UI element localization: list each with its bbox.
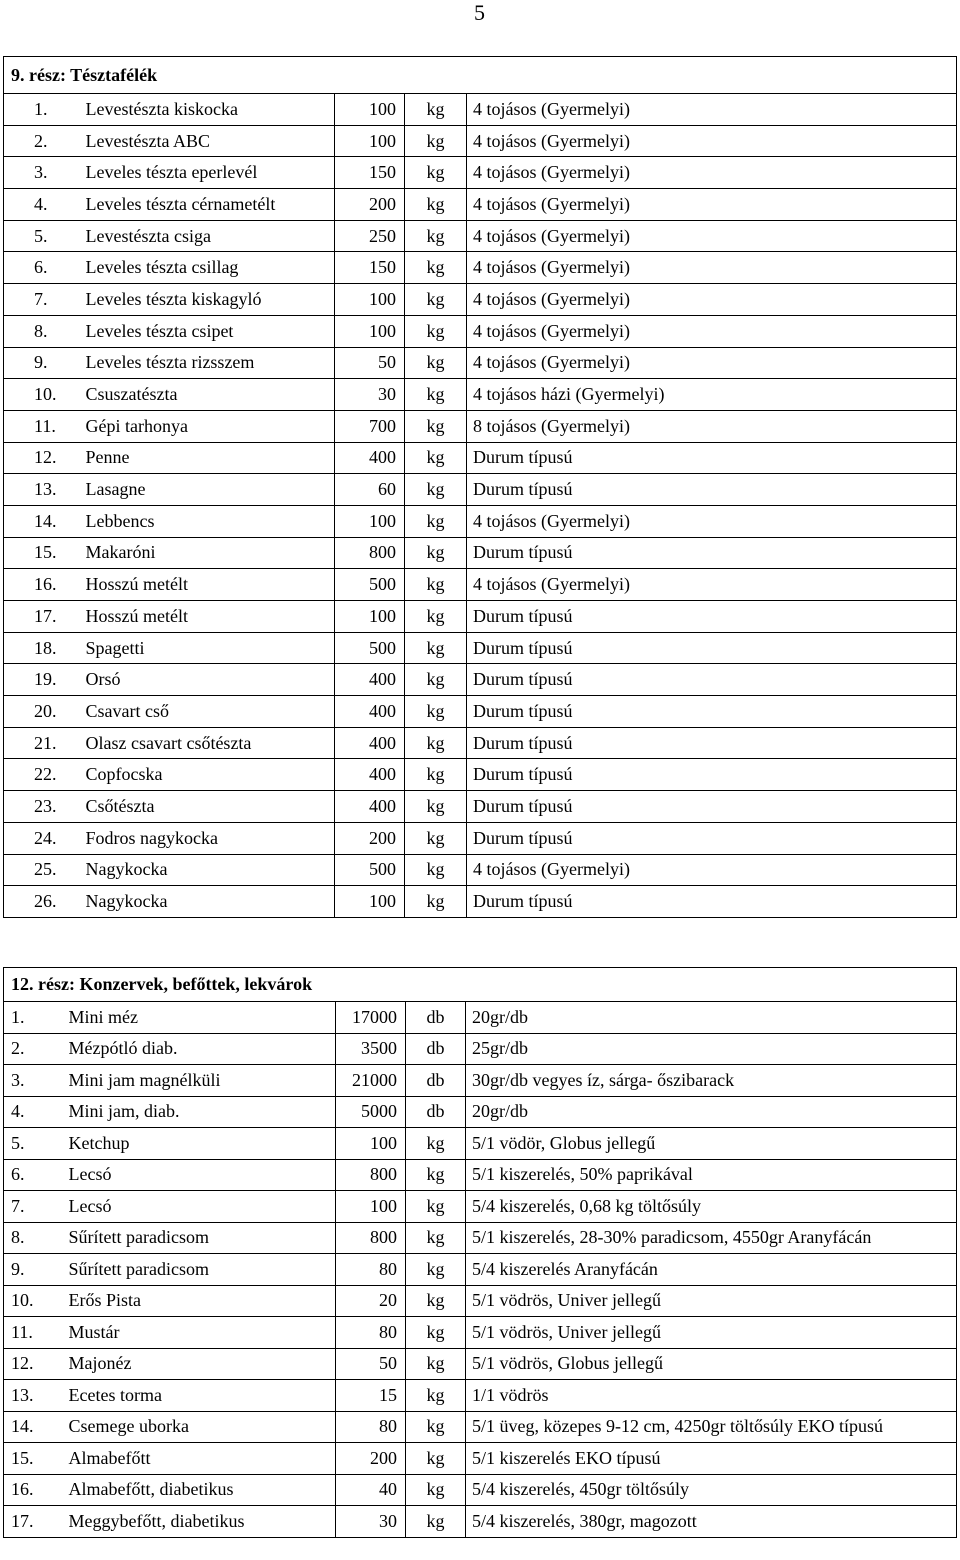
quantity: 100	[335, 284, 405, 316]
unit: kg	[406, 1128, 466, 1160]
unit: kg	[405, 220, 467, 252]
row-number: 3.	[4, 157, 82, 189]
item-name: Olasz csavart csőtészta	[82, 727, 335, 759]
unit: kg	[405, 696, 467, 728]
table-row	[4, 1222, 957, 1254]
item-name: Hosszú metélt	[82, 569, 335, 601]
quantity: 800	[336, 1159, 406, 1191]
table-row	[4, 664, 957, 696]
table-row	[4, 284, 957, 316]
item-note: 4 tojásos (Gyermelyi)	[467, 125, 957, 157]
item-note: 4 tojásos házi (Gyermelyi)	[467, 379, 957, 411]
row-number: 20.	[4, 696, 82, 728]
row-number: 23.	[4, 791, 82, 823]
unit: kg	[406, 1411, 466, 1443]
row-number: 9.	[4, 347, 82, 379]
item-note: 4 tojásos (Gyermelyi)	[467, 252, 957, 284]
item-name: Nagykocka	[82, 886, 335, 918]
row-number: 15.	[4, 537, 82, 569]
unit: kg	[405, 886, 467, 918]
table-row	[4, 189, 957, 221]
item-note: 5/1 vödrös, Univer jellegű	[466, 1285, 957, 1317]
unit: kg	[405, 569, 467, 601]
row-number: 26.	[4, 886, 82, 918]
quantity: 30	[336, 1506, 406, 1538]
row-number: 21.	[4, 727, 82, 759]
item-note: 5/4 kiszerelés, 0,68 kg töltősúly	[466, 1191, 957, 1223]
unit: kg	[406, 1191, 466, 1223]
unit: kg	[405, 664, 467, 696]
table-row	[4, 1033, 957, 1065]
row-number: 11.	[4, 1317, 65, 1349]
row-number: 7.	[4, 1191, 65, 1223]
unit: kg	[405, 791, 467, 823]
quantity: 80	[336, 1411, 406, 1443]
row-number: 6.	[4, 252, 82, 284]
item-name: Nagykocka	[82, 854, 335, 886]
item-note: Durum típusú	[467, 696, 957, 728]
row-number: 25.	[4, 854, 82, 886]
item-name: Majonéz	[65, 1348, 336, 1380]
item-name: Leveles tészta kiskagyló	[82, 284, 335, 316]
unit: kg	[406, 1506, 466, 1538]
unit: kg	[405, 822, 467, 854]
row-number: 14.	[4, 1411, 65, 1443]
quantity: 60	[335, 474, 405, 506]
table-row	[4, 1128, 957, 1160]
quantity: 400	[335, 696, 405, 728]
table-row	[4, 569, 957, 601]
table-row	[4, 505, 957, 537]
item-name: Levestészta csiga	[82, 220, 335, 252]
item-note: 8 tojásos (Gyermelyi)	[467, 410, 957, 442]
row-number: 11.	[4, 410, 82, 442]
item-name: Mini jam magnélküli	[65, 1065, 336, 1097]
item-note: 4 tojásos (Gyermelyi)	[467, 94, 957, 126]
item-name: Lecsó	[65, 1191, 336, 1223]
table-row	[4, 727, 957, 759]
quantity: 100	[335, 886, 405, 918]
item-note: 5/1 üveg, közepes 9-12 cm, 4250gr töltősúly EKO típusú	[466, 1411, 957, 1443]
unit: kg	[405, 189, 467, 221]
item-name: Leveles tészta cérnametélt	[82, 189, 335, 221]
item-name: Hosszú metélt	[82, 601, 335, 633]
item-name: Lasagne	[82, 474, 335, 506]
quantity: 800	[336, 1222, 406, 1254]
unit: kg	[405, 727, 467, 759]
row-number: 17.	[4, 1506, 65, 1538]
unit: kg	[405, 347, 467, 379]
section-title: 12. rész: Konzervek, befőttek, lekvárok	[4, 968, 957, 1002]
unit: kg	[405, 632, 467, 664]
row-number: 8.	[4, 315, 82, 347]
item-note: 4 tojásos (Gyermelyi)	[467, 347, 957, 379]
table-row	[4, 1348, 957, 1380]
item-name: Copfocska	[82, 759, 335, 791]
item-note: 4 tojásos (Gyermelyi)	[467, 284, 957, 316]
row-number: 15.	[4, 1443, 65, 1475]
row-number: 14.	[4, 505, 82, 537]
item-name: Meggybefőtt, diabetikus	[65, 1506, 336, 1538]
unit: kg	[406, 1285, 466, 1317]
row-number: 2.	[4, 125, 82, 157]
item-name: Leveles tészta eperlevél	[82, 157, 335, 189]
table-row	[4, 1254, 957, 1286]
item-name: Makaróni	[82, 537, 335, 569]
item-note: 5/1 kiszerelés, 28-30% paradicsom, 4550gr Aranyfácán	[466, 1222, 957, 1254]
table-row	[4, 537, 957, 569]
unit: db	[406, 1002, 466, 1034]
item-name: Sűrített paradicsom	[65, 1222, 336, 1254]
row-number: 5.	[4, 1128, 65, 1160]
unit: db	[406, 1065, 466, 1097]
unit: kg	[406, 1317, 466, 1349]
item-name: Spagetti	[82, 632, 335, 664]
unit: kg	[405, 252, 467, 284]
row-number: 8.	[4, 1222, 65, 1254]
table-row	[4, 410, 957, 442]
item-note: 20gr/db	[466, 1002, 957, 1034]
item-note: Durum típusú	[467, 759, 957, 791]
quantity: 100	[335, 125, 405, 157]
table-row	[4, 1411, 957, 1443]
unit: kg	[406, 1348, 466, 1380]
quantity: 400	[335, 442, 405, 474]
item-name: Lebbencs	[82, 505, 335, 537]
item-note: 4 tojásos (Gyermelyi)	[467, 854, 957, 886]
section-9-table	[3, 56, 957, 918]
table-row	[4, 696, 957, 728]
item-name: Penne	[82, 442, 335, 474]
row-number: 9.	[4, 1254, 65, 1286]
quantity: 100	[336, 1128, 406, 1160]
quantity: 100	[336, 1191, 406, 1223]
unit: kg	[405, 474, 467, 506]
item-note: 4 tojásos (Gyermelyi)	[467, 157, 957, 189]
unit: kg	[406, 1380, 466, 1412]
unit: kg	[405, 94, 467, 126]
row-number: 5.	[4, 220, 82, 252]
table-row	[4, 442, 957, 474]
table-row	[4, 379, 957, 411]
item-name: Lecsó	[65, 1159, 336, 1191]
row-number: 24.	[4, 822, 82, 854]
item-name: Ketchup	[65, 1128, 336, 1160]
quantity: 100	[335, 94, 405, 126]
table-row	[4, 791, 957, 823]
quantity: 21000	[336, 1065, 406, 1097]
item-name: Leveles tészta csillag	[82, 252, 335, 284]
row-number: 3.	[4, 1065, 65, 1097]
quantity: 400	[335, 664, 405, 696]
row-number: 13.	[4, 1380, 65, 1412]
quantity: 5000	[336, 1096, 406, 1128]
quantity: 150	[335, 157, 405, 189]
table-row	[4, 1065, 957, 1097]
item-name: Csőtészta	[82, 791, 335, 823]
table-row	[4, 1317, 957, 1349]
item-name: Mini jam, diab.	[65, 1096, 336, 1128]
item-name: Gépi tarhonya	[82, 410, 335, 442]
row-number: 6.	[4, 1159, 65, 1191]
unit: kg	[406, 1254, 466, 1286]
table-row	[4, 157, 957, 189]
item-note: 1/1 vödrös	[466, 1380, 957, 1412]
item-note: Durum típusú	[467, 474, 957, 506]
quantity: 400	[335, 727, 405, 759]
table-row	[4, 94, 957, 126]
quantity: 500	[335, 632, 405, 664]
table-row	[4, 1002, 957, 1034]
item-name: Almabefőtt	[65, 1443, 336, 1475]
table-row	[4, 886, 957, 918]
quantity: 700	[335, 410, 405, 442]
table-row	[4, 759, 957, 791]
item-name: Orsó	[82, 664, 335, 696]
item-name: Levestészta kiskocka	[82, 94, 335, 126]
quantity: 15	[336, 1380, 406, 1412]
unit: kg	[405, 284, 467, 316]
row-number: 1.	[4, 1002, 65, 1034]
item-note: 5/4 kiszerelés Aranyfácán	[466, 1254, 957, 1286]
item-note: Durum típusú	[467, 601, 957, 633]
table-row	[4, 1191, 957, 1223]
unit: kg	[405, 759, 467, 791]
unit: kg	[406, 1443, 466, 1475]
table-row	[4, 1096, 957, 1128]
unit: kg	[405, 601, 467, 633]
unit: db	[406, 1096, 466, 1128]
quantity: 80	[336, 1317, 406, 1349]
table-row	[4, 1474, 957, 1506]
item-name: Csemege uborka	[65, 1411, 336, 1443]
item-name: Levestészta ABC	[82, 125, 335, 157]
item-note: 30gr/db vegyes íz, sárga- őszibarack	[466, 1065, 957, 1097]
item-name: Leveles tészta rizsszem	[82, 347, 335, 379]
item-note: 5/1 kiszerelés, 50% paprikával	[466, 1159, 957, 1191]
row-number: 4.	[4, 1096, 65, 1128]
quantity: 50	[336, 1348, 406, 1380]
quantity: 100	[335, 315, 405, 347]
item-name: Mustár	[65, 1317, 336, 1349]
item-note: Durum típusú	[467, 664, 957, 696]
table-row	[4, 822, 957, 854]
quantity: 17000	[336, 1002, 406, 1034]
item-note: 4 tojásos (Gyermelyi)	[467, 569, 957, 601]
item-name: Sűrített paradicsom	[65, 1254, 336, 1286]
item-name: Mini méz	[65, 1002, 336, 1034]
unit: kg	[406, 1222, 466, 1254]
row-number: 2.	[4, 1033, 65, 1065]
row-number: 13.	[4, 474, 82, 506]
row-number: 1.	[4, 94, 82, 126]
quantity: 500	[335, 569, 405, 601]
item-note: 5/1 vödrös, Globus jellegű	[466, 1348, 957, 1380]
item-note: 4 tojásos (Gyermelyi)	[467, 505, 957, 537]
quantity: 800	[335, 537, 405, 569]
quantity: 100	[335, 601, 405, 633]
item-note: Durum típusú	[467, 442, 957, 474]
unit: kg	[405, 157, 467, 189]
unit: kg	[405, 379, 467, 411]
table-row	[4, 601, 957, 633]
item-name: Mézpótló diab.	[65, 1033, 336, 1065]
page-number: 5	[474, 0, 485, 25]
item-note: Durum típusú	[467, 886, 957, 918]
quantity: 80	[336, 1254, 406, 1286]
item-note: Durum típusú	[467, 822, 957, 854]
table-row	[4, 315, 957, 347]
row-number: 12.	[4, 442, 82, 474]
table-row	[4, 252, 957, 284]
row-number: 22.	[4, 759, 82, 791]
item-note: 4 tojásos (Gyermelyi)	[467, 315, 957, 347]
quantity: 150	[335, 252, 405, 284]
row-number: 16.	[4, 1474, 65, 1506]
table-row	[4, 1285, 957, 1317]
quantity: 400	[335, 759, 405, 791]
item-note: 5/4 kiszerelés, 450gr töltősúly	[466, 1474, 957, 1506]
unit: kg	[405, 315, 467, 347]
unit: kg	[406, 1159, 466, 1191]
unit: db	[406, 1033, 466, 1065]
item-note: 25gr/db	[466, 1033, 957, 1065]
quantity: 40	[336, 1474, 406, 1506]
table-row	[4, 347, 957, 379]
table-row	[4, 1380, 957, 1412]
quantity: 200	[336, 1443, 406, 1475]
unit: kg	[405, 537, 467, 569]
quantity: 30	[335, 379, 405, 411]
item-name: Csuszatészta	[82, 379, 335, 411]
table-row	[4, 125, 957, 157]
item-note: 4 tojásos (Gyermelyi)	[467, 220, 957, 252]
table-row	[4, 854, 957, 886]
item-note: 5/1 vödör, Globus jellegű	[466, 1128, 957, 1160]
table-row	[4, 1506, 957, 1538]
quantity: 100	[335, 505, 405, 537]
row-number: 18.	[4, 632, 82, 664]
section-title: 9. rész: Tésztafélék	[4, 57, 957, 94]
item-note: 20gr/db	[466, 1096, 957, 1128]
item-note: 5/1 vödrös, Univer jellegű	[466, 1317, 957, 1349]
unit: kg	[406, 1474, 466, 1506]
row-number: 17.	[4, 601, 82, 633]
row-number: 12.	[4, 1348, 65, 1380]
table-row	[4, 632, 957, 664]
item-name: Almabefőtt, diabetikus	[65, 1474, 336, 1506]
item-note: 4 tojásos (Gyermelyi)	[467, 189, 957, 221]
quantity: 20	[336, 1285, 406, 1317]
item-note: Durum típusú	[467, 632, 957, 664]
item-note: 5/4 kiszerelés, 380gr, magozott	[466, 1506, 957, 1538]
item-note: Durum típusú	[467, 727, 957, 759]
section-title-row	[4, 57, 957, 94]
quantity: 50	[335, 347, 405, 379]
table-row	[4, 1159, 957, 1191]
quantity: 500	[335, 854, 405, 886]
unit: kg	[405, 854, 467, 886]
item-note: Durum típusú	[467, 791, 957, 823]
unit: kg	[405, 442, 467, 474]
row-number: 7.	[4, 284, 82, 316]
item-name: Erős Pista	[65, 1285, 336, 1317]
item-name: Fodros nagykocka	[82, 822, 335, 854]
row-number: 19.	[4, 664, 82, 696]
table-row	[4, 220, 957, 252]
item-note: Durum típusú	[467, 537, 957, 569]
quantity: 200	[335, 189, 405, 221]
item-name: Leveles tészta csipet	[82, 315, 335, 347]
quantity: 200	[335, 822, 405, 854]
quantity: 250	[335, 220, 405, 252]
unit: kg	[405, 125, 467, 157]
table-row	[4, 474, 957, 506]
unit: kg	[405, 505, 467, 537]
section-title-row	[4, 968, 957, 1002]
section-12-table	[3, 967, 957, 1538]
table-row	[4, 1443, 957, 1475]
quantity: 3500	[336, 1033, 406, 1065]
row-number: 10.	[4, 379, 82, 411]
quantity: 400	[335, 791, 405, 823]
row-number: 4.	[4, 189, 82, 221]
row-number: 16.	[4, 569, 82, 601]
unit: kg	[405, 410, 467, 442]
item-name: Ecetes torma	[65, 1380, 336, 1412]
row-number: 10.	[4, 1285, 65, 1317]
item-name: Csavart cső	[82, 696, 335, 728]
item-note: 5/1 kiszerelés EKO típusú	[466, 1443, 957, 1475]
